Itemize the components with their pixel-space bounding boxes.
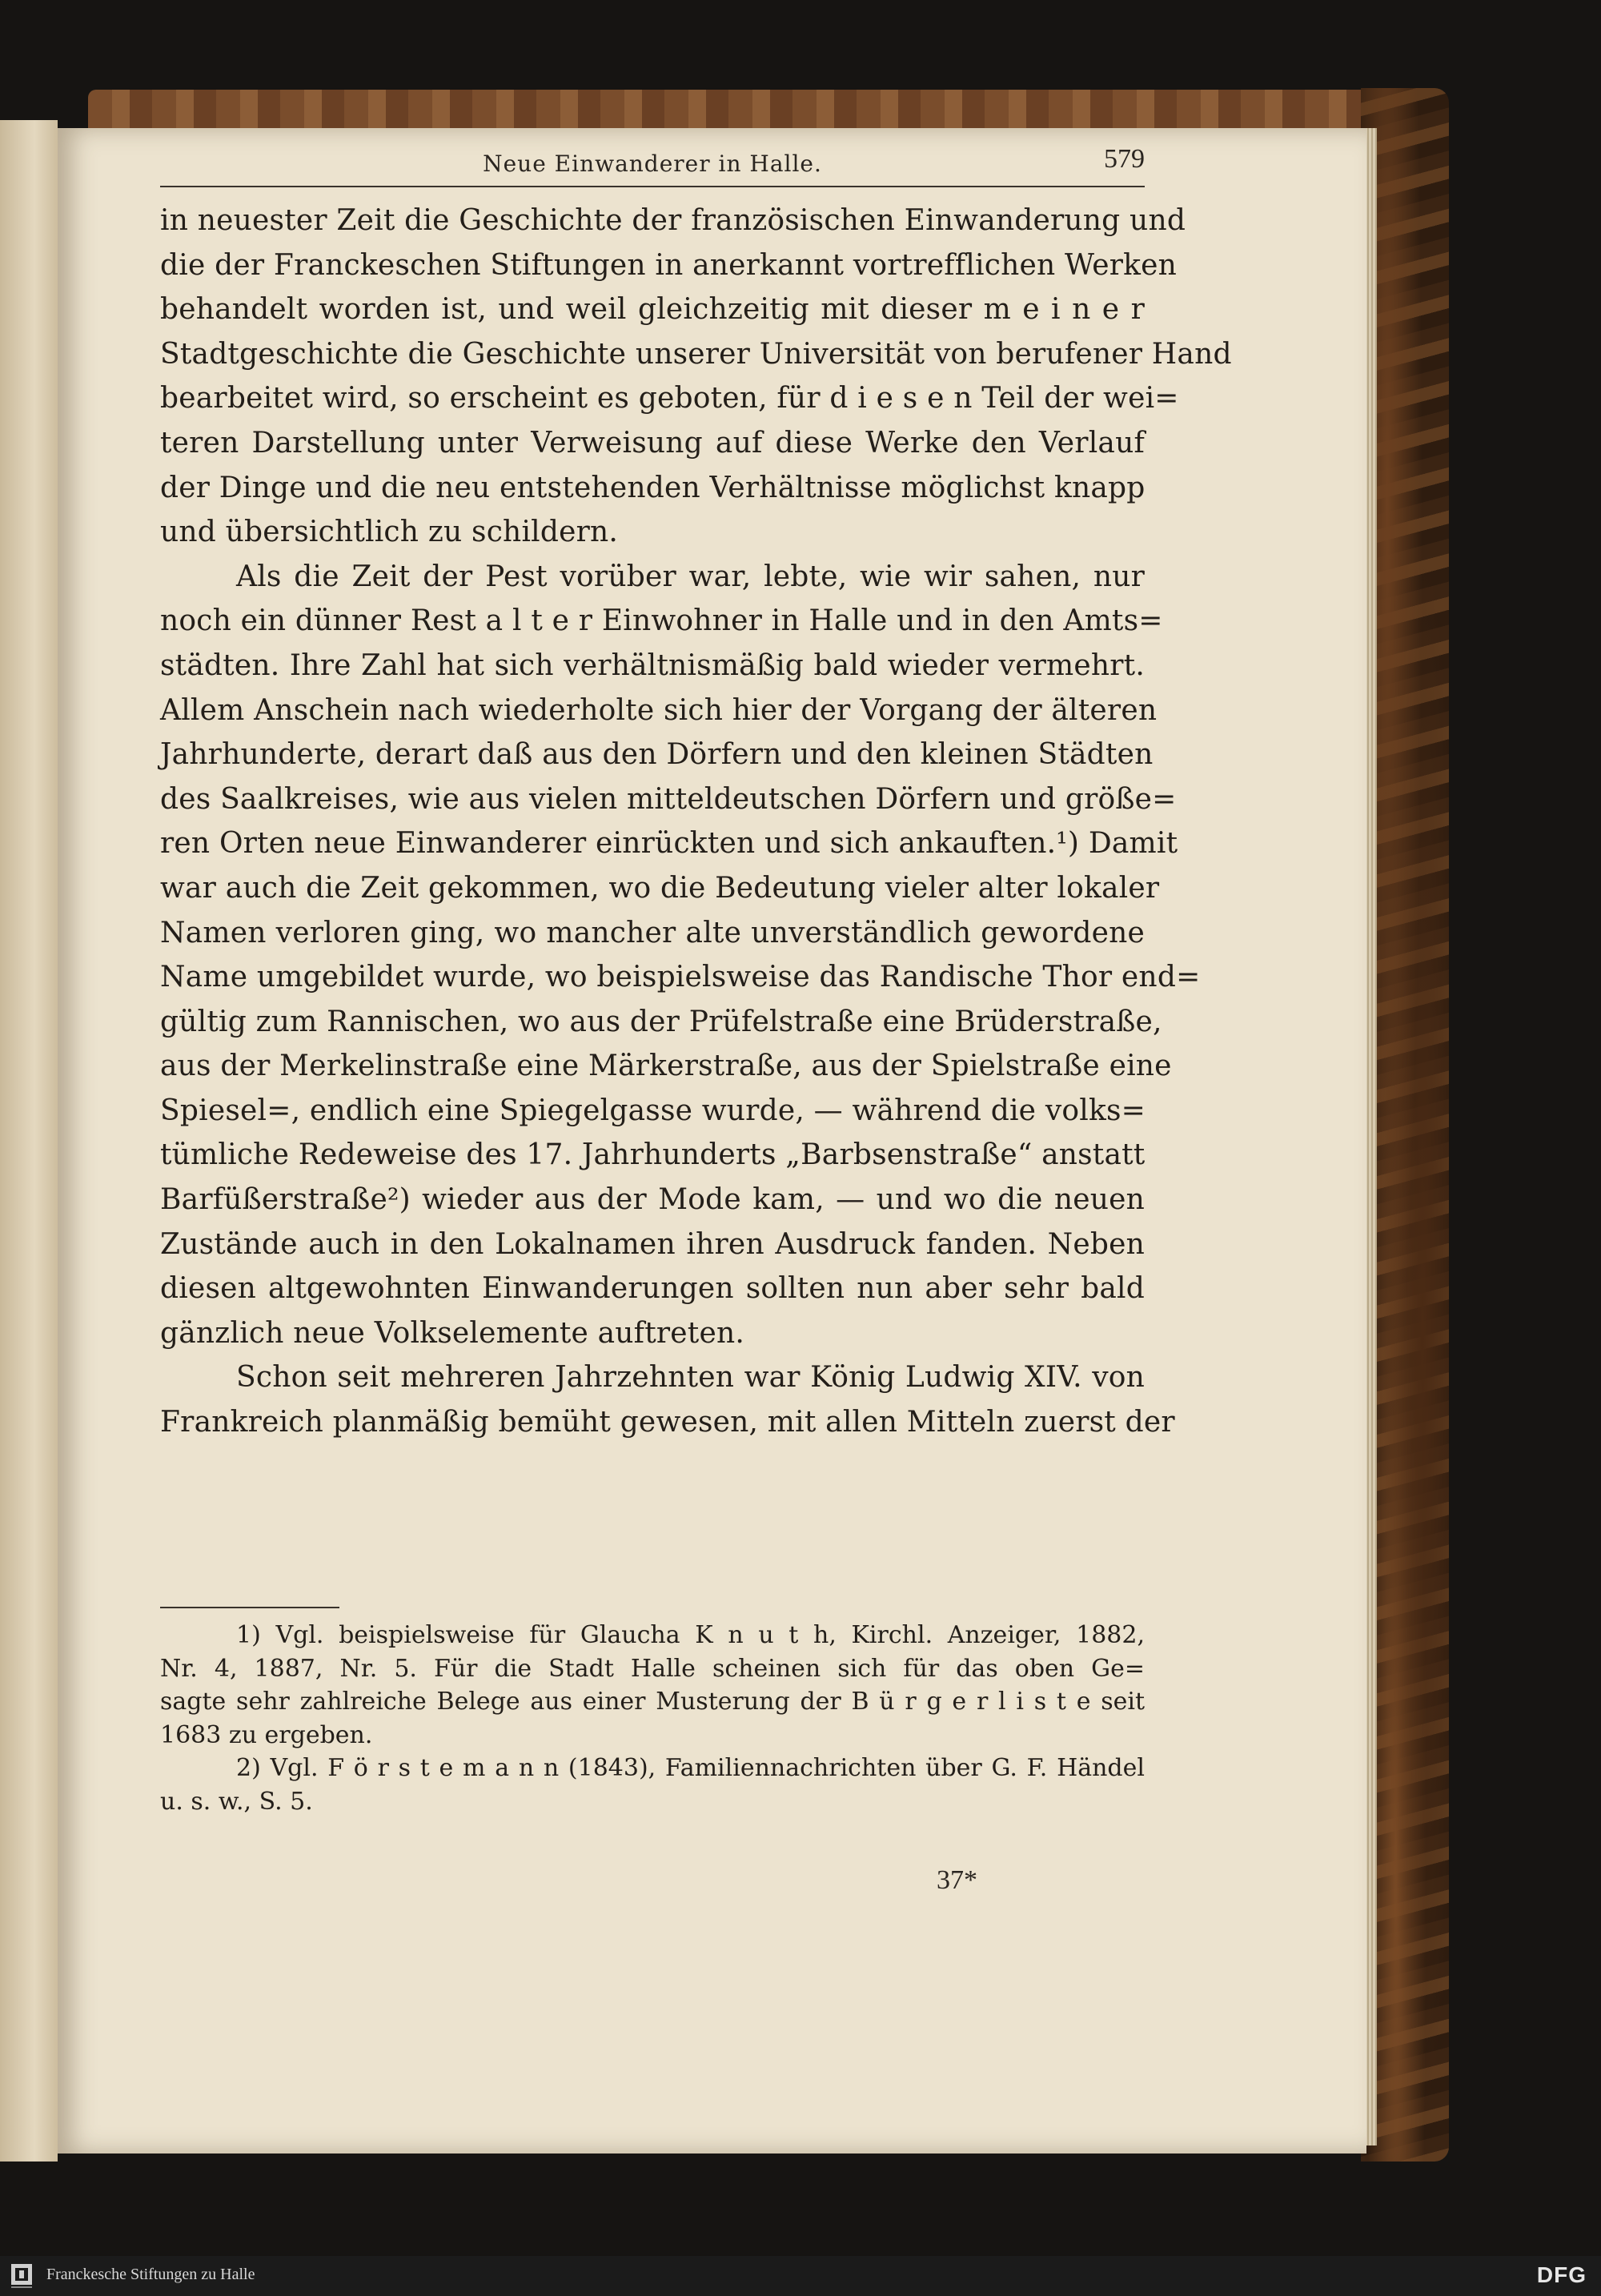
- footnote-line: 2) Vgl. F ö r s t e m a n n (1843), Familiennachrichten über G. F. Händel: [236, 1754, 1145, 1782]
- footnote-rule: [160, 1607, 339, 1608]
- text-line: Namen verloren ging, wo mancher alte unverständlich gewordene: [160, 916, 1145, 949]
- institution-crest-icon: [10, 2262, 34, 2290]
- text-line: städten. Ihre Zahl hat sich verhältnismäßig bald wieder vermehrt.: [160, 648, 1145, 682]
- text-line: Spiesel=, endlich eine Spiegelgasse wurde, — während die volks=: [160, 1094, 1146, 1127]
- footnote-line: 1) Vgl. beispielsweise für Glaucha K n u t h, Kirchl. Anzeiger, 1882,: [236, 1621, 1145, 1649]
- header-rule: [160, 186, 1145, 187]
- printer-signature: 37*: [937, 1865, 977, 1895]
- text-line: tümliche Redeweise des 17. Jahrhunderts „Barbsenstraße“ anstatt: [160, 1138, 1146, 1172]
- text-line: Name umgebildet wurde, wo beispielsweise das Randische Thor end=: [160, 961, 1201, 994]
- viewer-footer: [0, 2256, 1601, 2296]
- text-line: die der Franckeschen Stiftungen in anerkannt vortrefflichen Werken: [160, 248, 1178, 282]
- dfg-logo: DFG: [1536, 2262, 1587, 2287]
- text-line: war auch die Zeit gekommen, wo die Bedeutung vieler alter lokaler: [160, 871, 1160, 905]
- text-line: ren Orten neue Einwanderer einrückten und sich ankauften.¹) Damit: [160, 827, 1178, 861]
- footnote-line: sagte sehr zahlreiche Belege aus einer Musterung der B ü r g e r l i s t e seit: [160, 1688, 1145, 1716]
- text-line: und übersichtlich zu schildern.: [160, 516, 619, 549]
- page-header: [160, 144, 1145, 184]
- footnote-line: Nr. 4, 1887, Nr. 5. Für die Stadt Halle scheinen sich für das oben Ge=: [160, 1654, 1145, 1683]
- text-line: behandelt worden ist, und weil gleichzeitig mit dieser m e i n e r: [160, 293, 1145, 327]
- text-line: des Saalkreises, wie aus vielen mitteldeutschen Dörfern und größe=: [160, 782, 1177, 816]
- page-number: 579: [1104, 144, 1145, 174]
- body-text: [160, 199, 1232, 1445]
- text-line: diesen altgewohnten Einwanderungen sollten nun aber sehr bald: [160, 1272, 1145, 1306]
- institution-name: Franckesche Stiftungen zu Halle: [46, 2266, 255, 2283]
- running-title: Neue Einwanderer in Halle.: [483, 151, 822, 177]
- footnote-line: u. s. w., S. 5.: [160, 1787, 313, 1816]
- text-line: Jahrhunderte, derart daß aus den Dörfern und den kleinen Städten: [160, 738, 1154, 772]
- left-page-edge: [0, 120, 58, 2162]
- text-line: gänzlich neue Volkselemente auftreten.: [160, 1316, 744, 1350]
- text-line: Allem Anschein nach wiederholte sich hier der Vorgang der älteren: [160, 693, 1158, 727]
- text-line: Schon seit mehreren Jahrzehnten war König Ludwig XIV. von: [236, 1361, 1145, 1395]
- footnote-line: 1683 zu ergeben.: [160, 1720, 373, 1749]
- text-line: der Dinge und die neu entstehenden Verhältnisse möglichst knapp: [160, 471, 1146, 504]
- text-line: Zustände auch in den Lokalnamen ihren Ausdruck fanden. Neben: [160, 1227, 1145, 1261]
- text-line: gültig zum Rannischen, wo aus der Prüfelstraße eine Brüderstraße,: [160, 1005, 1162, 1038]
- text-line: Stadtgeschichte die Geschichte unserer Universität von berufener Hand: [160, 337, 1232, 371]
- text-line: bearbeitet wird, so erscheint es geboten, für d i e s e n Teil der wei=: [160, 382, 1179, 415]
- text-line: Barfüßerstraße²) wieder aus der Mode kam, — und wo die neuen: [160, 1183, 1145, 1217]
- text-line: noch ein dünner Rest a l t e r Einwohner in Halle und in den Amts=: [160, 604, 1163, 638]
- text-line: in neuester Zeit die Geschichte der französischen Einwanderung und: [160, 204, 1186, 237]
- text-line: aus der Merkelinstraße eine Märkerstraße, aus der Spielstraße eine: [160, 1050, 1172, 1083]
- text-line: teren Darstellung unter Verweisung auf diese Werke den Verlauf: [160, 426, 1145, 460]
- footnotes: [160, 1619, 1145, 1818]
- text-line: Frankreich planmäßig bemüht gewesen, mit allen Mitteln zuerst der: [160, 1406, 1175, 1439]
- text-line: Als die Zeit der Pest vorüber war, lebte, wie wir sahen, nur: [236, 560, 1145, 593]
